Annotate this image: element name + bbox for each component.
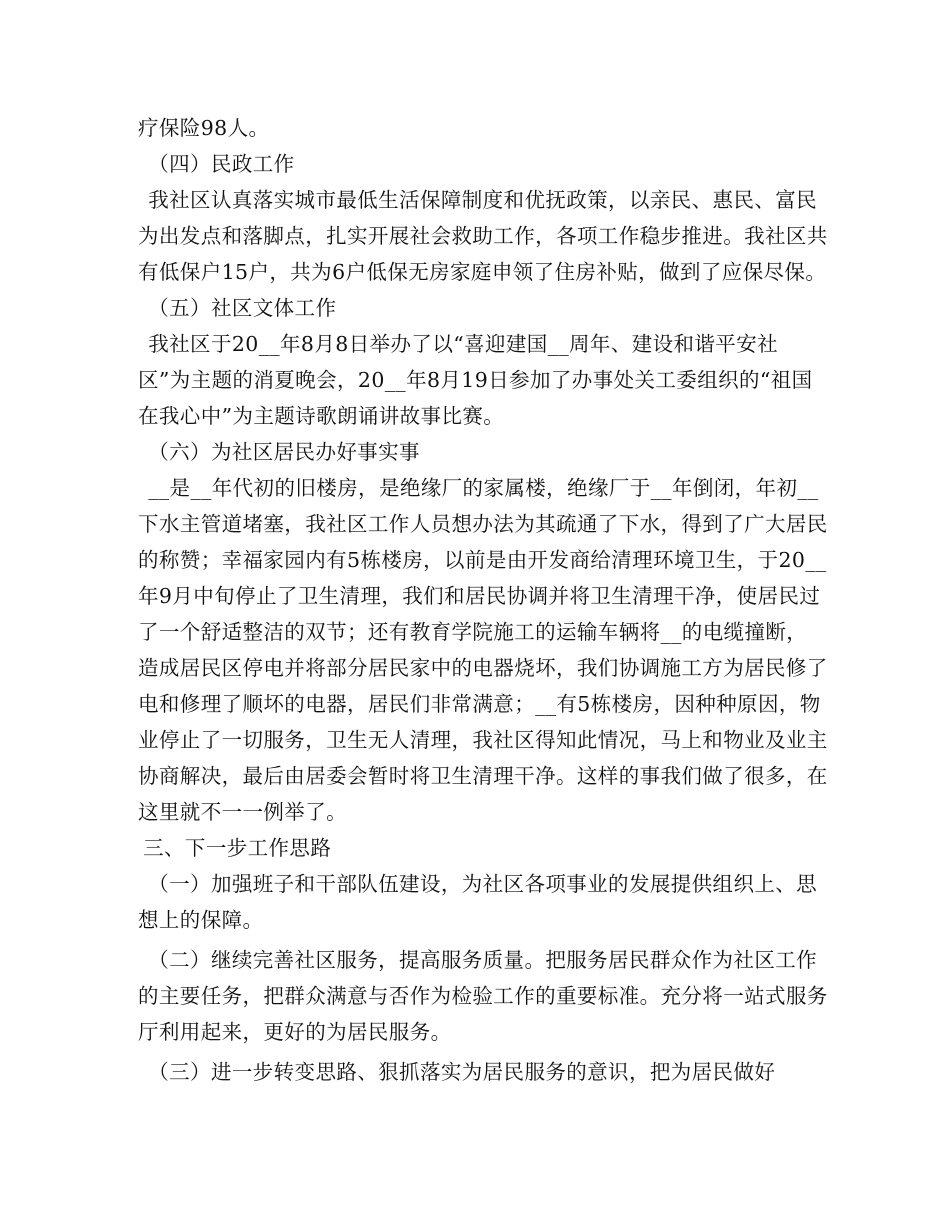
item-team-building: （一）加强班子和干部队伍建设，为社区各项事业的发展提供组织上、思想上的保障。 — [138, 872, 818, 932]
heading-good-deeds: （六）为社区居民办好事实事 — [148, 440, 420, 464]
heading-civil-affairs: （四）民政工作 — [148, 152, 295, 176]
paragraph-culture-sports: 我社区于20__年8月8日举办了以“喜迎建国__周年、建设和谐平安社区”为主题的消夏晚会，20__年8月19日参加了办事处关工委组织的“祖国在我心中”为主题诗歌朗诵讲故事比赛。 — [138, 332, 813, 428]
heading-culture-sports: （五）社区文体工作 — [148, 296, 337, 320]
paragraph-good-deeds: __是__年代初的旧楼房，是绝缘厂的家属楼，绝缘厂于__年倒闭，年初__下水主管道堵塞，我社区工作人员想办法为其疏通了下水，得到了广大居民的称赞；幸福家园内有5栋楼房，以前是由开发商给清理环境卫生，于20__年9月中旬停止了卫生清理，我们和居民协调并将卫生清理干净，使居民过了一个舒适整洁的双节；还有教育学院施工的运输车辆将__的电缆撞断，造成居民区停电并将部分居民家中的电器烧坏，我们协调施工方为居民修了电和修理了顺坏的电器，居民们非常满意；__有5栋楼房，因种种原因，物业停止了一切服务，卫生无人清理，我社区得知此情况，马上和物业及业主协商解决，最后由居委会暂时将卫生清理干净。这样的事我们做了很多，在这里就不一一例举了。 — [138, 476, 828, 824]
paragraph-continuation: 疗保险98人。 — [138, 116, 270, 140]
paragraph-civil-affairs: 我社区认真落实城市最低生活保障制度和优抚政策，以亲民、惠民、富民为出发点和落脚点，扎实开展社会救助工作，各项工作稳步推进。我社区共有低保户15户，共为6户低保无房家庭申领了住房补贴，做到了应保尽保。 — [138, 188, 828, 284]
item-change-thinking: （三）进一步转变思路、狠抓落实为居民服务的意识，把为居民做好 — [148, 1060, 776, 1084]
item-community-service: （二）继续完善社区服务，提高服务质量。把服务居民群众作为社区工作的主要任务，把群众满意与否作为检验工作的重要标准。充分将一站式服务厅利用起来，更好的为居民服务。 — [138, 948, 828, 1044]
section-next-steps: 三、下一步工作思路 — [143, 836, 332, 860]
document-body — [138, 110, 828, 1090]
